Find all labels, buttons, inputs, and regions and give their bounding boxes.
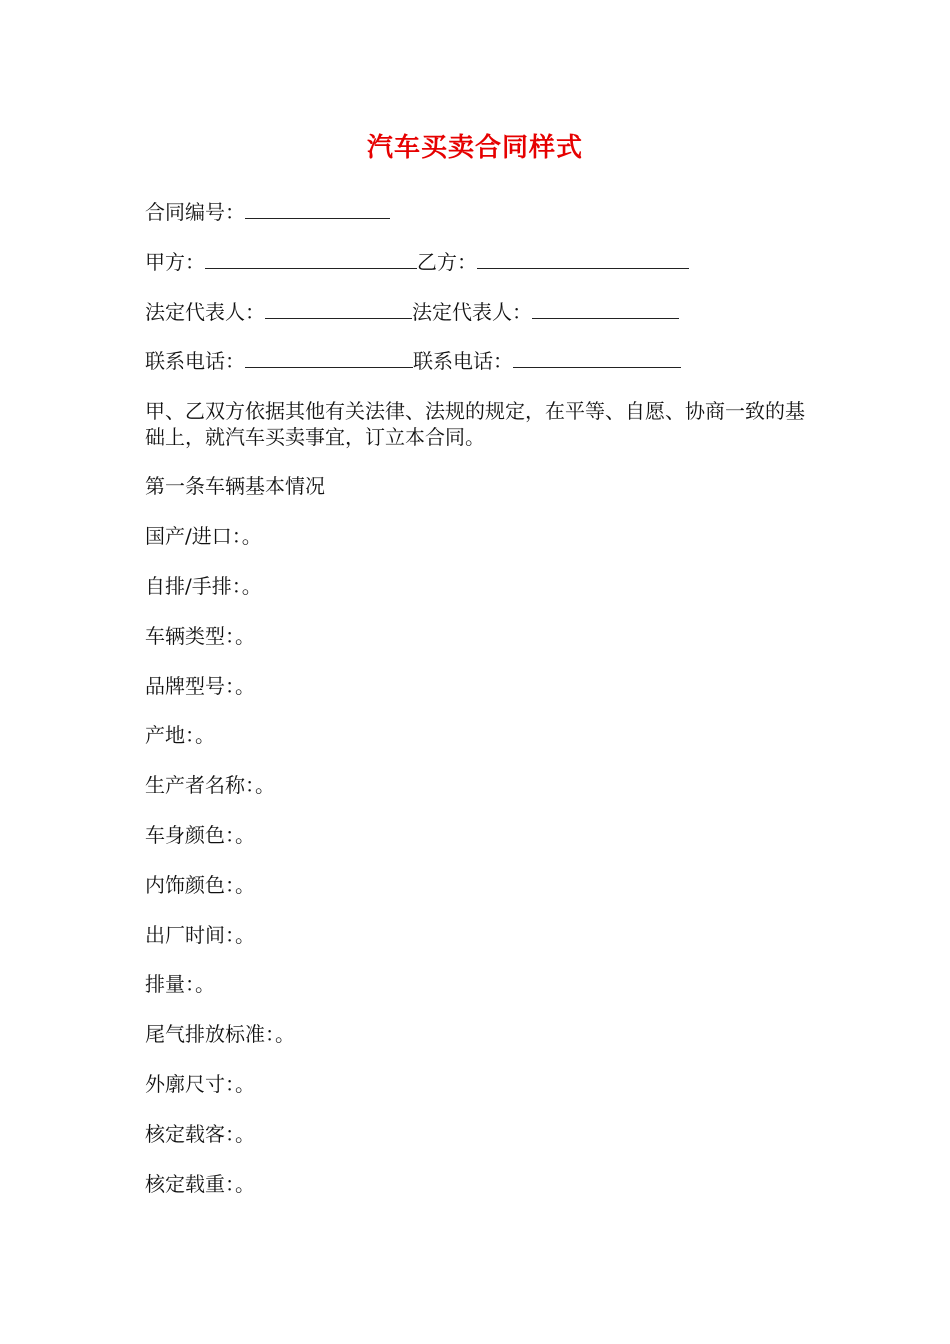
phone-b-blank: [513, 347, 681, 368]
field-line: 出厂时间：。: [145, 923, 255, 947]
legal-rep-b-label: 法定代表人：: [412, 300, 532, 324]
field-line: 生产者名称：。: [145, 773, 275, 797]
legal-rep-b-blank: [532, 298, 679, 319]
field-line: 车身颜色：。: [145, 823, 255, 847]
legal-rep-a-blank: [265, 298, 412, 319]
section1-heading: 第一条车辆基本情况: [145, 474, 325, 498]
contract-number-line: [145, 197, 390, 227]
legal-rep-a-label: 法定代表人：: [145, 300, 265, 324]
phone-a-blank: [245, 347, 413, 368]
field-line: 产地：。: [145, 723, 215, 747]
field-line: 外廓尺寸：。: [145, 1072, 255, 1096]
party-a-blank: [205, 248, 417, 269]
field-line: 核定载重：。: [145, 1172, 255, 1196]
phone-a-label: 联系电话：: [145, 349, 245, 373]
party-b-label: 乙方：: [417, 250, 477, 274]
field-line: 车辆类型：。: [145, 624, 255, 648]
party-a-label: 甲方：: [145, 250, 205, 274]
field-line: 品牌型号：。: [145, 674, 255, 698]
field-line: 排量：。: [145, 972, 215, 996]
field-line: 内饰颜色：。: [145, 873, 255, 897]
contract-number-blank: [245, 198, 390, 219]
intro-paragraph: 甲、乙双方依据其他有关法律、法规的规定，在平等、自愿、协商一致的基础上，就汽车买卖事宜，订立本合同。: [145, 399, 805, 449]
legal-rep-line: [145, 297, 679, 327]
field-line: 核定载客：。: [145, 1122, 255, 1146]
contract-number-label: 合同编号：: [145, 200, 245, 224]
field-line: 国产/进口：。: [145, 524, 262, 548]
phone-line: [145, 346, 681, 376]
party-b-blank: [477, 248, 689, 269]
phone-b-label: 联系电话：: [413, 349, 513, 373]
field-line: 自排/手排：。: [145, 574, 262, 598]
parties-line: [145, 247, 689, 277]
document-title: 汽车买卖合同样式: [366, 133, 583, 163]
field-line: 尾气排放标准：。: [145, 1022, 295, 1046]
